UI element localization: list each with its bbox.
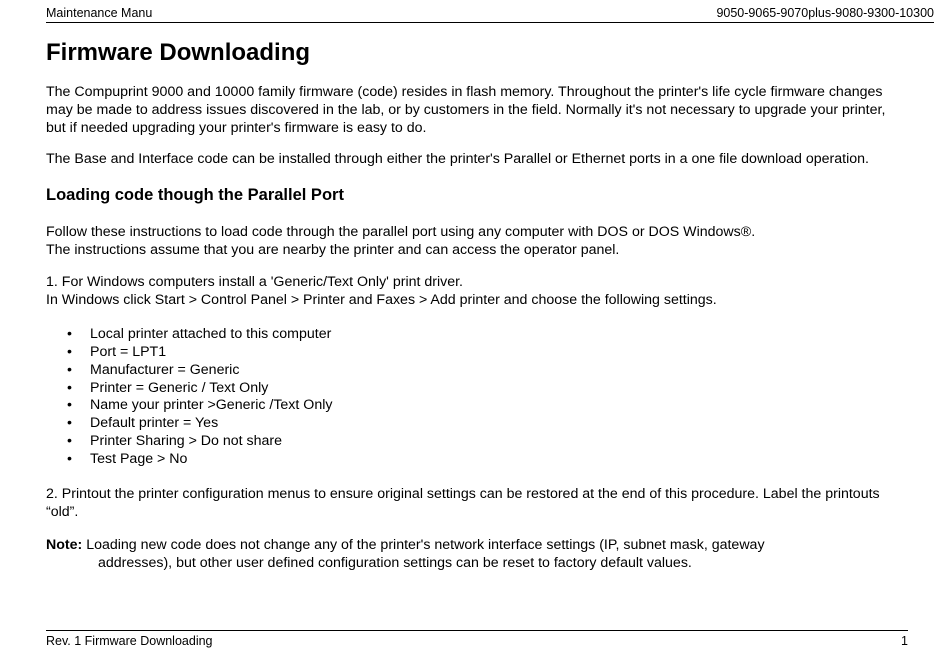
section-heading: Loading code though the Parallel Port [46,186,344,204]
intro-line: but if needed upgrading your printer's firmware is easy to do. [46,119,427,136]
page-footer [46,630,908,649]
bullet-icon: • [67,450,72,467]
step-1-line: In Windows click Start > Control Panel > Printer and Faxes > Add printer and choose the following settings. [46,291,717,308]
list-item-text: Default printer = Yes [90,415,219,432]
list-item [46,362,332,380]
instructions-line: Follow these instructions to load code through the parallel port using any computer with DOS or DOS Windows®. [46,224,756,240]
list-item-text: Printer = Generic / Text Only [90,379,269,396]
note-line: addresses), but other user defined configuration settings can be reset to factory default values. [98,554,692,571]
instructions-line: The instructions assume that you are nearby the printer and can access the operator panel. [46,241,620,258]
list-item [46,451,332,469]
list-item-text: Test Page > No [90,450,188,467]
ports-paragraph: The Base and Interface code can be installed through either the printer's Parallel or Ethernet ports in a one file download operation. [46,151,869,167]
list-item [46,380,332,398]
settings-list [46,326,332,469]
note-paragraph [46,537,926,573]
step-1-paragraph [46,274,926,310]
bullet-icon: • [67,415,72,432]
bullet-icon: • [67,343,72,360]
page-title: Firmware Downloading [46,39,311,66]
intro-paragraph [46,84,926,137]
list-item-text: Name your printer >Generic /Text Only [90,397,333,414]
list-item [46,415,332,433]
list-item [46,397,332,415]
bullet-icon: • [67,361,72,378]
bullet-icon: • [67,397,72,414]
list-item-text: Printer Sharing > Do not share [90,433,283,450]
bullet-icon: • [67,326,72,342]
bullet-icon: • [67,433,72,450]
footer-revision: Rev. 1 Firmware Downloading [46,634,213,648]
header-model-list: 9050-9065-9070plus-9080-9300-10300 [716,6,934,20]
note-line [46,537,926,555]
intro-line: The Compuprint 9000 and 10000 family firmware (code) resides in flash memory. Throughout the printer's life cycle firmware changes [46,84,883,100]
note-label: Note: [46,537,83,553]
list-item [46,433,332,451]
bullet-icon: • [67,379,72,396]
note-text: Loading new code does not change any of the printer's network interface settings (IP, subnet mask, gateway [82,537,765,553]
page-header [46,5,934,23]
step-2-line: “old”. [46,503,79,520]
page-number: 1 [901,634,908,648]
step-2-paragraph [46,486,926,522]
instructions-paragraph [46,224,926,260]
list-item [46,326,332,344]
list-item-text: Manufacturer = Generic [90,361,240,378]
step-1-line: 1. For Windows computers install a 'Generic/Text Only' print driver. [46,274,463,290]
list-item [46,344,332,362]
intro-line: may be made to address issues discovered in the lab, or by customers in the field. Normally it's not necessary to upgrade your printer, [46,101,886,118]
step-2-line: 2. Printout the printer configuration menus to ensure original settings can be restored at the end of this procedure. Label the printouts [46,486,880,502]
list-item-text: Port = LPT1 [90,343,167,360]
list-item-text: Local printer attached to this computer [90,326,332,342]
header-manual-title: Maintenance Manu [46,6,153,20]
